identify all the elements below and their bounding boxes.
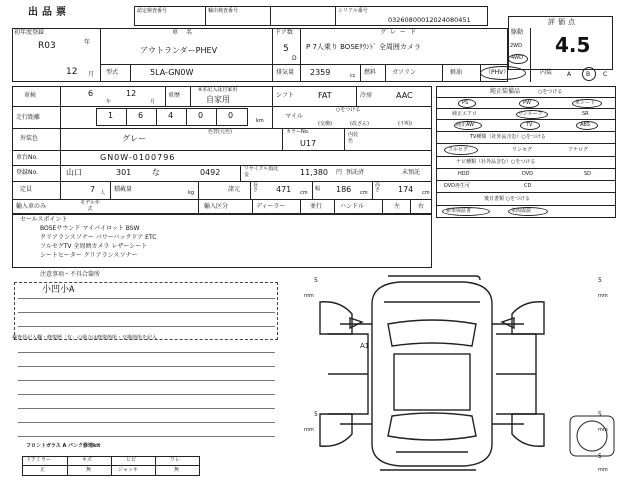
opt-sunroof: サンルーフ [518, 111, 543, 117]
yen-label: 円 [336, 169, 343, 176]
notes-handwritten: 小凹小A [42, 285, 75, 295]
wid-unit: cm [360, 190, 368, 196]
sales-line-1: BOSEサウンド マイパイロット BSW [40, 225, 140, 232]
int-color-label: 内装色 [348, 132, 359, 144]
tire-fr-value: 5 [598, 277, 602, 284]
plate-kana: な [152, 168, 160, 177]
model-year-label: モデル年式 [80, 200, 100, 212]
chassis-label: 車台No. [16, 154, 38, 161]
mileage-digit-5: 0 [228, 111, 234, 120]
bt-value-1: 正 [40, 467, 46, 473]
shaken-month: 12 [126, 89, 137, 98]
wid-label: 幅 [315, 186, 321, 192]
tire-rl-value: 5 [314, 411, 318, 418]
sales-line-4: シートヒーター クリアランスソナー [40, 252, 138, 259]
notes-title: 注意事項・不具合箇所 [40, 271, 101, 278]
len-label: 長さ [253, 182, 259, 193]
first-reg-label: 初年度登録 [14, 29, 45, 36]
tv-oneseg: ワンセグ [512, 147, 533, 153]
doc-title: 後日書類 ○をつける [484, 196, 530, 202]
hgt-unit: cm [422, 190, 430, 196]
top-table [12, 28, 508, 82]
km-unit: km [256, 118, 264, 124]
doors-value: 5 [283, 44, 289, 54]
mile-label: マイル [285, 113, 303, 120]
color-no-label: カラーNo. [286, 129, 310, 135]
mileage-digit-4: 0 [198, 111, 204, 120]
opt-aero: 純正エアロ [452, 111, 478, 117]
inspector-title: 検査員記入欄・修復歴「有」の場合は修復箇所・交換箇所を記入 [12, 335, 158, 341]
capacity-label: 定員 [20, 186, 33, 193]
bt-header-1: ドアミラー [26, 457, 51, 463]
opt-sr: SR [582, 111, 589, 117]
usage-top: ※本記入は自家用 [198, 87, 238, 93]
plate-num: 0492 [200, 168, 221, 177]
opt-pw: PW [523, 100, 531, 106]
plate-class: 301 [116, 168, 132, 177]
options-tsukeru: ○をつける [538, 89, 563, 95]
mile-opt-2: (改ざん) [350, 121, 369, 127]
mileage-digit-2: 6 [138, 111, 144, 120]
diagram-mark-a1: A1 [360, 342, 370, 350]
load-unit: kg [188, 190, 195, 196]
interior-b: B [586, 71, 591, 78]
era-year: R03 [38, 41, 56, 51]
cc-label: 排気量 [276, 69, 295, 76]
usage-label: 車歴 [168, 92, 181, 99]
handle-label: ハンドル [340, 203, 365, 210]
nav-cd: CD [524, 183, 532, 189]
bt-header-4: ワレ [170, 457, 181, 463]
ac-value: AAC [396, 91, 413, 100]
tire-fl-value: 5 [314, 277, 318, 284]
shaken-year: 6 [88, 89, 94, 98]
nav-dvd: DVD [522, 171, 534, 177]
color-orig-label: 色替(元色) [208, 129, 232, 135]
color-label: 外装色 [20, 135, 39, 142]
sales-line-3: フルセグTV 全周囲カメラ レザーシート [40, 243, 148, 250]
fuel-opt1: 軽油 [450, 69, 463, 76]
drive-2wd: 2WD [510, 43, 522, 49]
len-unit: cm [300, 190, 308, 196]
color-value: グレー [122, 134, 146, 143]
bt-header-3: ヒビ [126, 457, 137, 463]
serial-number: 03260800012024080451 [388, 16, 471, 24]
load-label: 積載量 [114, 186, 133, 193]
tv-title: TV種類（社外品含む）○をつける [470, 134, 546, 140]
parallel-opt: 並行 [310, 203, 323, 210]
door-suffix: D [292, 55, 297, 62]
dealer-opt: ディーラー [256, 203, 286, 210]
sales-points-title: セールスポイント [20, 216, 68, 223]
grade-label: 評価点 [548, 18, 578, 26]
opt-leather: 革シート [575, 100, 596, 106]
drive-4wd: 4WD [511, 55, 523, 61]
mileage-digit-1: 1 [108, 111, 114, 120]
interior-label: 内装 [540, 69, 553, 76]
bt-value-4: 無 [174, 467, 180, 473]
recycle-value: 11,380 [300, 168, 328, 177]
mile-tsukeru: ○をつける [336, 107, 361, 113]
drive-label: 駆動 [511, 29, 524, 36]
mile-opt-3: (不明) [398, 121, 412, 127]
reg-month: 12 [66, 67, 78, 77]
tire-fr-unit: mm [598, 293, 608, 299]
right-opt: 右 [418, 203, 425, 210]
mileage-digit-3: 4 [168, 111, 174, 120]
plate-region: 山口 [66, 168, 82, 177]
opt-ps: PS [462, 100, 469, 106]
grade-text: P 7人乗り BOSEｻｳﾝﾄﾞ 全周囲カメラ [306, 43, 421, 51]
bt-value-3: ジャッキ [118, 467, 138, 473]
label-serial-no: シリアル番号 [338, 8, 368, 14]
nav-hdd: HDD [458, 171, 470, 177]
interior-a: A [567, 71, 572, 78]
fuel-value: ガソリン [392, 69, 417, 76]
ac-label: 冷房 [360, 92, 373, 99]
import-div-label: 輸入区分 [204, 203, 229, 210]
color-no: U17 [300, 139, 317, 148]
usage-value: 自家用 [206, 95, 230, 104]
bt-value-2: 無 [86, 467, 92, 473]
year-unit: 年 [84, 39, 91, 46]
tire-spare-unit: mm [598, 467, 608, 473]
doc-manual: 車両取説 [511, 208, 532, 214]
opt-abs: ABS [580, 122, 590, 128]
shaken-year-unit: 年 [106, 99, 112, 105]
len-value: 471 [276, 185, 292, 194]
shaken-label: 車検 [24, 92, 37, 99]
nav-sd: SD [584, 171, 592, 177]
wid-value: 186 [336, 185, 352, 194]
mileage-label: 走行距離 [16, 114, 41, 121]
tire-spare-value: 5 [598, 453, 602, 460]
cc-value: 2359 [310, 68, 331, 77]
capacity-unit: 人 [100, 190, 106, 196]
shift-value: FAT [318, 91, 332, 100]
windshield-note: フロントガラス A パンク修理kit [26, 443, 101, 449]
tire-rr-value: 5 [598, 411, 602, 418]
doors-label: ドア数 [275, 29, 293, 36]
model-value: 5LA-GN0W [150, 68, 194, 77]
cc-unit: cc [350, 73, 356, 79]
chassis-value: GN0W-0100796 [100, 153, 176, 162]
dims-label: 諸元 [228, 186, 241, 193]
grade-value: 4.5 [555, 33, 591, 57]
capacity-value: 7 [90, 185, 96, 194]
tire-rr-unit: mm [598, 427, 608, 433]
car-name-label: 車名 [172, 29, 201, 36]
label-export-no: 輸出検査番号 [208, 8, 239, 14]
nav-title: ナビ種類（社外品含む）○をつける [456, 159, 536, 165]
fuel-label: 燃料 [364, 69, 377, 76]
sales-points-box [12, 214, 432, 268]
tire-rl-unit: mm [304, 427, 314, 433]
car-damage-diagram [280, 264, 640, 480]
fuel-opt2: （PHV） [485, 69, 510, 76]
mile-opt-1: (交換) [318, 121, 332, 127]
options-title: 純正装備品 [490, 88, 521, 95]
tv-fullseg: フルセグ [448, 147, 468, 153]
nav-dvd-play: DVD再生可 [444, 183, 471, 189]
grade-col-label: グレード [380, 29, 421, 36]
recycle-pending: 未預託 [402, 169, 421, 176]
plate-label: 登録No. [16, 169, 38, 176]
doc-warranty: 新車保証書 [446, 208, 472, 214]
month-unit: 月 [88, 71, 95, 78]
opt-tv: TV [526, 122, 533, 128]
left-opt: 左 [394, 203, 401, 210]
recycle-status: 預託済 [346, 169, 365, 176]
shift-label: シフト [276, 92, 295, 99]
page-title: 出品票 [28, 7, 70, 18]
label-cert-no: 認定検査番号 [137, 8, 168, 14]
bt-header-2: キズ [82, 457, 92, 463]
model-label: 型式 [106, 69, 119, 76]
sales-line-2: クリアランスソナー パワーバックドア ETC [40, 234, 157, 241]
opt-aw: 純正AW [456, 122, 475, 128]
hgt-value: 174 [398, 185, 414, 194]
shaken-month-unit: 月 [150, 99, 156, 105]
tv-analog: アナログ [568, 147, 589, 153]
hgt-label: 高さ [375, 182, 381, 193]
recycle-label: リサイクル預託金 [244, 166, 279, 178]
import-label: 輸入車のみ [16, 203, 47, 210]
tire-fl-unit: mm [304, 293, 314, 299]
car-name: アウトランダーPHEV [140, 46, 218, 55]
interior-c: C [603, 71, 608, 78]
